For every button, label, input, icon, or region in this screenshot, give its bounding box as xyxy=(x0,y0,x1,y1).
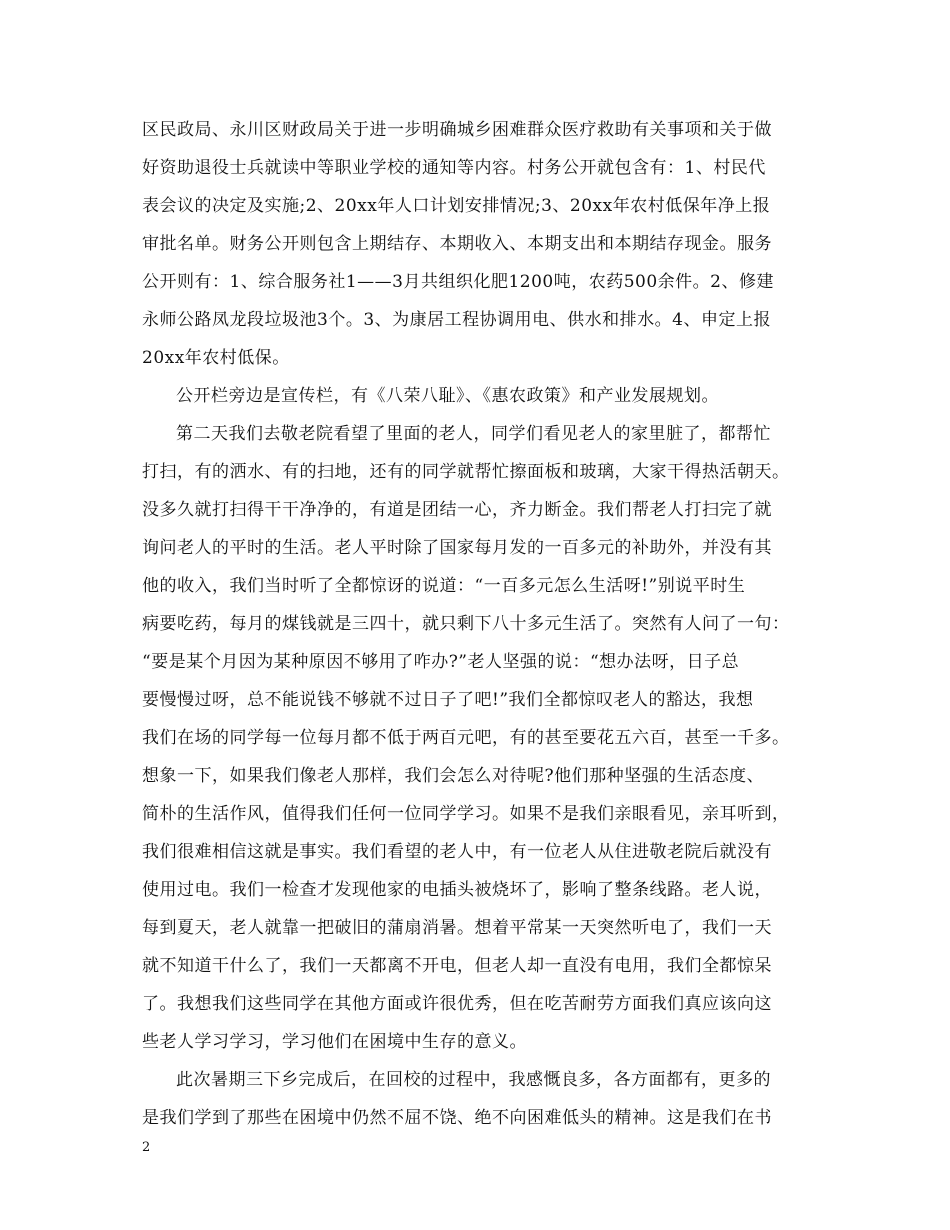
text-line: 打扫，有的洒水、有的扫地，还有的同学就帮忙擦面板和玻璃，大家干得热活朝天。 xyxy=(142,462,790,482)
text-line: 病要吃药，每月的煤钱就是三四十，就只剩下八十多元生活了。突然有人问了一句： xyxy=(142,614,790,634)
text-line: 好资助退役士兵就读中等职业学校的通知等内容。村务公开就包含有：1、村民代 xyxy=(142,158,766,178)
text-line: 20xx年农村低保。 xyxy=(142,348,290,368)
text-line: 使用过电。我们一检查才发现他家的电插头被烧坏了，影响了整条线路。老人说， xyxy=(142,880,772,900)
text-line: 他的收入，我们当时听了全都惊讶的说道：“一百多元怎么生活呀!”别说平时生 xyxy=(142,576,746,596)
text-line: 表会议的决定及实施;2、20xx年人口计划安排情况;3、20xx年农村低保年净上报 xyxy=(142,196,771,216)
text-line: 每到夏天，老人就靠一把破旧的蒲扇消暑。想着平常某一天突然听电了，我们一天 xyxy=(142,918,772,938)
text-line: 没多久就打扫得干干净净的，有道是团结一心，齐力断金。我们帮老人打扫完了就 xyxy=(142,500,772,520)
text-line: 永师公路凤龙段垃圾池3个。3、为康居工程协调用电、供水和排水。4、申定上报 xyxy=(142,310,771,330)
paragraph-first-line: 此次暑期三下乡完成后，在回校的过程中，我感慨良多，各方面都有，更多的 xyxy=(176,1070,771,1090)
paragraph-first-line: 公开栏旁边是宣传栏，有《八荣八耻》、《惠农政策》和产业发展规划。 xyxy=(176,386,719,406)
text-line: “要是某个月因为某种原因不够用了咋办?”老人坚强的说：“想办法呀，日子总 xyxy=(142,652,740,672)
text-line: 就不知道干什么了，我们一天都离不开电，但老人却一直没有电用，我们全都惊呆 xyxy=(142,956,772,976)
text-line: 我们很难相信这就是事实。我们看望的老人中，有一位老人从住进敬老院后就没有 xyxy=(142,842,772,862)
text-line: 区民政局、永川区财政局关于进一步明确城乡困难群众医疗救助有关事项和关于做 xyxy=(142,120,772,140)
text-line: 审批名单。财务公开则包含上期结存、本期收入、本期支出和本期结存现金。服务 xyxy=(142,234,772,254)
paragraph-first-line: 第二天我们去敬老院看望了里面的老人，同学们看见老人的家里脏了，都帮忙 xyxy=(176,424,771,444)
text-line: 询问老人的平时的生活。老人平时除了国家每月发的一百多元的补助外，并没有其 xyxy=(142,538,772,558)
text-line: 我们在场的同学每一位每月都不低于两百元吧，有的甚至要花五六百，甚至一千多。 xyxy=(142,728,790,748)
page-number: 2 xyxy=(142,1140,151,1155)
text-line: 些老人学习学习，学习他们在困境中生存的意义。 xyxy=(142,1032,527,1052)
text-line: 要慢慢过呀，总不能说钱不够就不过日子了吧!”我们全都惊叹老人的豁达，我想 xyxy=(142,690,754,710)
text-line: 想象一下，如果我们像老人那样，我们会怎么对待呢?他们那种坚强的生活态度、 xyxy=(142,766,765,786)
text-line: 了。我想我们这些同学在其他方面或许很优秀，但在吃苦耐劳方面我们真应该向这 xyxy=(142,994,772,1014)
text-line: 简朴的生活作风，值得我们任何一位同学学习。如果不是我们亲眼看见，亲耳听到， xyxy=(142,804,790,824)
text-line: 是我们学到了那些在困境中仍然不屈不饶、绝不向困难低头的精神。这是我们在书 xyxy=(142,1108,772,1128)
text-line: 公开则有：1、综合服务社1——3月共组织化肥1200吨，农药500余件。2、修建 xyxy=(142,272,774,292)
